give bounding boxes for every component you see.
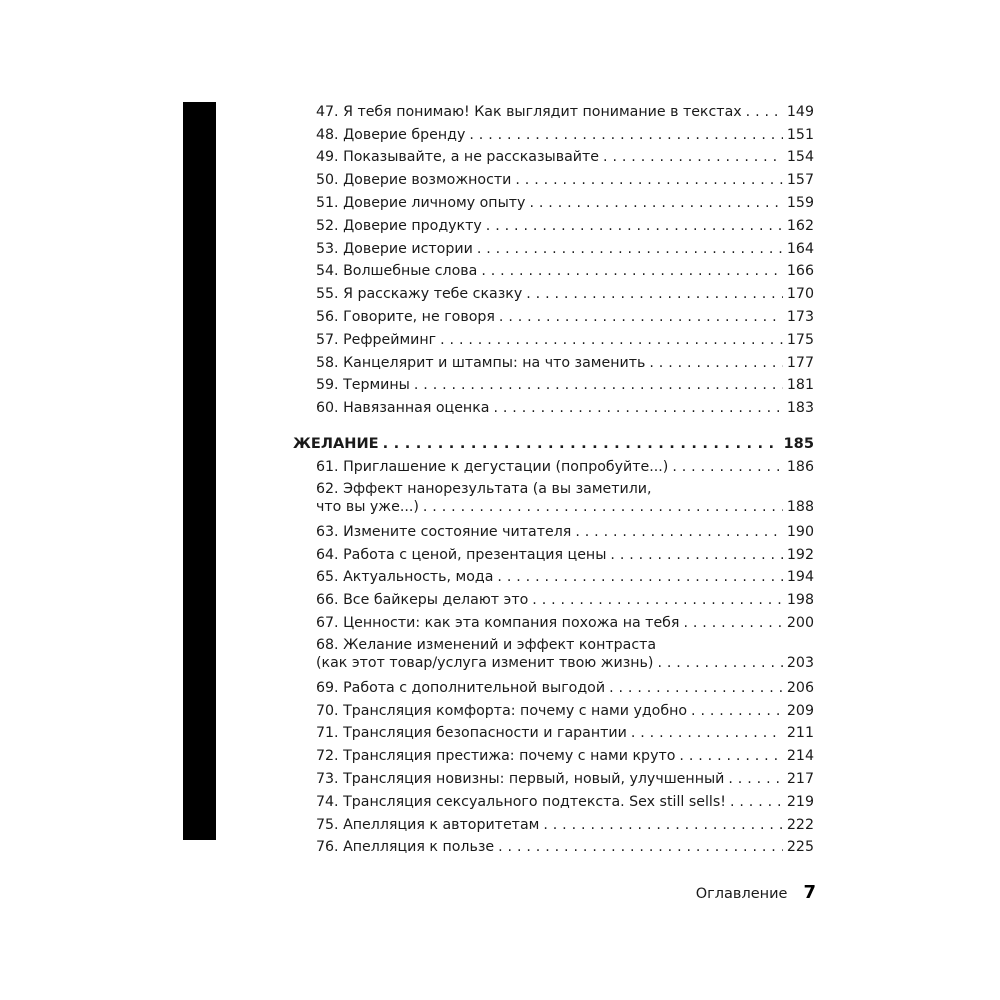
dot-leader <box>486 217 783 235</box>
dot-leader <box>728 770 783 788</box>
entry-title: 60. Навязанная оценка <box>316 400 490 417</box>
entry-page: 203 <box>786 654 814 671</box>
entry-page: 194 <box>786 569 814 586</box>
toc-entry[interactable] <box>316 349 814 372</box>
entry-title: 70. Трансляция комфорта: почему с нами удобно <box>316 702 688 719</box>
entry-title: 74. Трансляция сексуального подтекста. Sex still sells! <box>316 793 726 810</box>
entry-page: 154 <box>786 149 814 166</box>
entry-page: 151 <box>786 126 814 143</box>
entry-page: 225 <box>786 839 814 856</box>
entry-title: 76. Апелляция к пользе <box>316 839 495 856</box>
dot-leader <box>679 747 783 765</box>
section-page: 185 <box>783 435 814 453</box>
toc-entry[interactable] <box>316 788 814 811</box>
decorative-side-bar <box>183 102 216 840</box>
entry-title: 48. Доверие бренду <box>316 126 466 143</box>
page-footer <box>696 882 816 903</box>
entry-page: 175 <box>786 331 814 348</box>
entry-page: 181 <box>786 377 814 394</box>
dot-leader <box>543 816 783 834</box>
dot-leader <box>529 194 782 212</box>
entry-title: 49. Показывайте, а не рассказывайте <box>316 149 600 166</box>
dot-leader <box>469 126 783 144</box>
dot-leader <box>423 498 783 516</box>
dot-leader <box>657 654 782 672</box>
entry-page: 188 <box>786 498 814 515</box>
toc-entry[interactable] <box>316 235 814 258</box>
entry-title: (как этот товар/услуга изменит твою жизнь) <box>316 654 654 671</box>
toc-entry[interactable] <box>316 674 814 697</box>
entry-title-line1: 68. Желание изменений и эффект контраста <box>316 636 657 653</box>
entry-page: 222 <box>786 816 814 833</box>
entry-title: 61. Приглашение к дегустации (попробуйте...) <box>316 458 669 475</box>
entry-page: 219 <box>786 793 814 810</box>
toc-entry[interactable] <box>316 372 814 395</box>
entry-title: 58. Канцелярит и штампы: на что заменить <box>316 354 646 371</box>
toc-entry[interactable] <box>316 280 814 303</box>
entry-title: 73. Трансляция новизны: первый, новый, улучшенный <box>316 770 725 787</box>
toc-entry[interactable] <box>316 326 814 349</box>
entry-title: 59. Термины <box>316 377 410 394</box>
toc-entry[interactable] <box>316 144 814 167</box>
dot-leader <box>493 399 782 417</box>
entry-page: 164 <box>786 240 814 257</box>
entry-page: 186 <box>786 458 814 475</box>
entry-title: 52. Доверие продукту <box>316 217 482 234</box>
dot-leader <box>649 354 783 372</box>
entry-title: 47. Я тебя понимаю! Как выглядит понимание в текстах <box>316 103 742 120</box>
entry-title: 72. Трансляция престижа: почему с нами круто <box>316 748 676 765</box>
section-title: ЖЕЛАНИЕ <box>293 435 379 453</box>
entry-page: 209 <box>786 702 814 719</box>
toc-entry[interactable] <box>316 720 814 743</box>
entry-page: 173 <box>786 308 814 325</box>
entry-page: 200 <box>786 614 814 631</box>
entry-title: 65. Актуальность, мода <box>316 569 494 586</box>
toc-entry[interactable] <box>316 834 814 857</box>
entry-title: 53. Доверие истории <box>316 240 473 257</box>
entry-title: 50. Доверие возможности <box>316 172 512 189</box>
entry-title: 71. Трансляция безопасности и гарантии <box>316 725 627 742</box>
entry-page: 162 <box>786 217 814 234</box>
dot-leader <box>683 614 782 632</box>
dot-leader <box>477 240 783 258</box>
toc-entry[interactable] <box>316 541 814 564</box>
toc-entry[interactable] <box>316 394 814 417</box>
dot-leader <box>440 331 783 349</box>
toc-entry[interactable] <box>316 258 814 281</box>
dot-leader <box>497 568 782 586</box>
entry-title: 51. Доверие личному опыту <box>316 194 526 211</box>
table-of-contents <box>293 98 814 856</box>
toc-entry[interactable] <box>316 697 814 720</box>
entry-page: 206 <box>786 679 814 696</box>
toc-entry[interactable] <box>316 98 814 121</box>
dot-leader <box>499 308 783 326</box>
entry-title-line1: 62. Эффект нанорезультата (а вы заметили, <box>316 480 652 497</box>
toc-entry[interactable] <box>316 765 814 788</box>
entry-page: 198 <box>786 592 814 609</box>
entry-title: 67. Ценности: как эта компания похожа на тебя <box>316 614 680 631</box>
entry-page: 192 <box>786 546 814 563</box>
toc-entry[interactable] <box>316 742 814 765</box>
entry-page: 214 <box>786 748 814 765</box>
dot-leader <box>532 591 783 609</box>
toc-entry[interactable] <box>316 453 814 476</box>
toc-entry[interactable] <box>316 609 814 632</box>
entry-title: 75. Апелляция к авторитетам <box>316 816 540 833</box>
entry-page: 217 <box>786 770 814 787</box>
toc-section-heading[interactable] <box>293 431 814 453</box>
toc-entry[interactable] <box>316 636 814 672</box>
entry-title: 54. Волшебные слова <box>316 263 478 280</box>
entry-title: 57. Рефрейминг <box>316 331 437 348</box>
entry-page: 170 <box>786 286 814 303</box>
toc-group-2 <box>293 453 814 856</box>
dot-leader <box>746 103 783 121</box>
dot-leader <box>691 702 783 720</box>
entry-page: 211 <box>786 725 814 742</box>
entry-page: 157 <box>786 172 814 189</box>
entry-page: 183 <box>786 400 814 417</box>
dot-leader <box>610 546 782 564</box>
dot-leader <box>414 376 783 394</box>
entry-page: 190 <box>786 523 814 540</box>
dot-leader <box>481 262 783 280</box>
dot-leader <box>383 435 780 453</box>
entry-title-line2 <box>316 498 814 516</box>
toc-group-1 <box>293 98 814 417</box>
entry-title: 56. Говорите, не говоря <box>316 308 495 325</box>
dot-leader <box>609 679 783 697</box>
dot-leader <box>672 458 783 476</box>
toc-entry[interactable] <box>316 586 814 609</box>
entry-title-line2 <box>316 654 814 672</box>
toc-entry[interactable] <box>316 518 814 541</box>
toc-entry[interactable] <box>316 189 814 212</box>
toc-entry[interactable] <box>316 564 814 587</box>
toc-entry[interactable] <box>316 121 814 144</box>
dot-leader <box>603 148 783 166</box>
entry-title: 69. Работа с дополнительной выгодой <box>316 679 606 696</box>
dot-leader <box>575 523 783 541</box>
entry-title: 64. Работа с ценой, презентация цены <box>316 546 607 563</box>
dot-leader <box>526 285 783 303</box>
dot-leader <box>515 171 783 189</box>
toc-entry[interactable] <box>316 166 814 189</box>
entry-title: 66. Все байкеры делают это <box>316 592 529 609</box>
toc-entry[interactable] <box>316 303 814 326</box>
dot-leader <box>498 838 783 856</box>
toc-entry[interactable] <box>316 811 814 834</box>
entry-page: 159 <box>786 194 814 211</box>
entry-page: 177 <box>786 354 814 371</box>
footer-label: Оглавление <box>695 886 788 902</box>
entry-title: 63. Измените состояние читателя <box>316 523 572 540</box>
dot-leader <box>730 793 783 811</box>
entry-title: что вы уже...) <box>316 498 419 515</box>
entry-page: 149 <box>786 103 814 120</box>
page-number: 7 <box>803 882 816 903</box>
entry-page: 166 <box>786 263 814 280</box>
toc-entry[interactable] <box>316 480 814 516</box>
entry-title: 55. Я расскажу тебе сказку <box>316 286 523 303</box>
toc-entry[interactable] <box>316 212 814 235</box>
dot-leader <box>631 724 783 742</box>
